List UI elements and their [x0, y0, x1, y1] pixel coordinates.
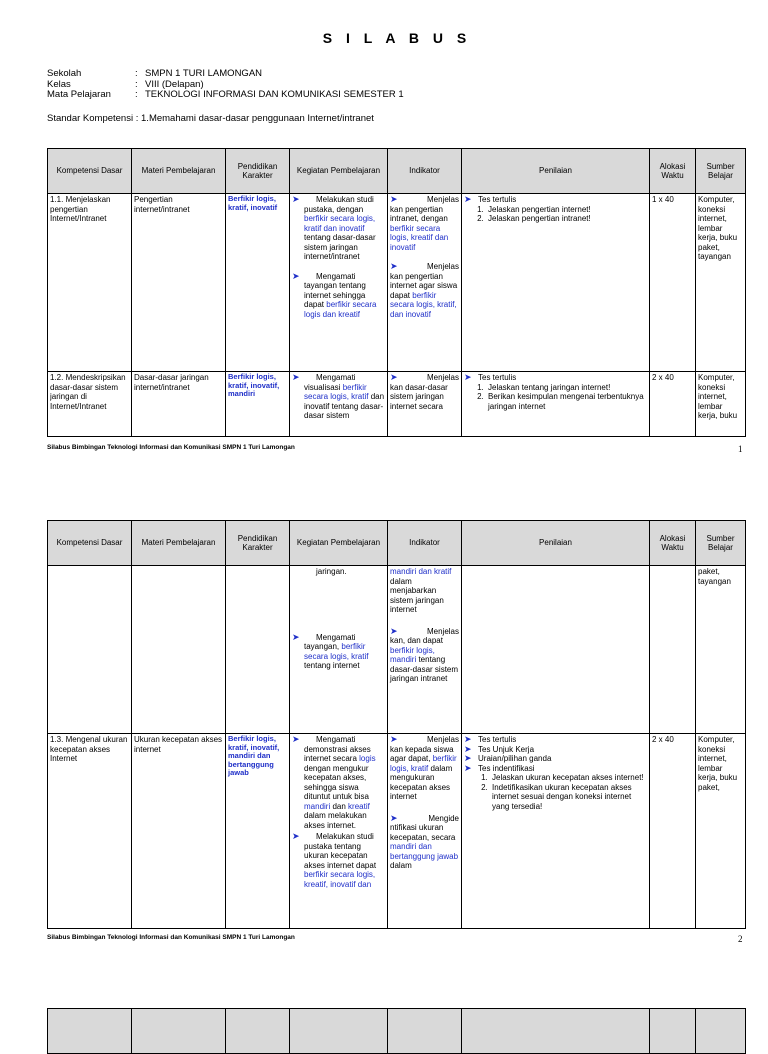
page-number: 1: [738, 444, 743, 454]
arrowhead-bullet-icon: ➤: [292, 194, 300, 204]
penilaian-type: Tes tertulis: [478, 373, 517, 382]
kegiatan-text: dan inovatif tentang dasar-dasar sistem: [304, 392, 385, 420]
materi-cell: Pengertian internet/intranet: [132, 194, 226, 372]
penilaian-list: [464, 205, 647, 224]
sekolah-label: Sekolah: [47, 68, 82, 79]
arrowhead-bullet-icon: ➤: [390, 261, 398, 271]
col-alokasi: Alokasi Waktu: [650, 149, 696, 194]
arrowhead-bullet-icon: ➤: [464, 734, 472, 744]
kegiatan-text: dalam melakukan akses internet.: [304, 811, 367, 830]
indikator-text: dalam menjabarkan sistem jaringan internet: [390, 576, 444, 614]
list-item: [292, 735, 385, 830]
document-title: S I L A B U S: [322, 30, 472, 46]
header-cell: [290, 1009, 388, 1054]
karakter-highlight: berfikir secara logis, kreatif dan inovatif: [390, 223, 449, 252]
header-cell: [226, 1009, 290, 1054]
karakter-highlight: mandiri dan kratif: [390, 567, 452, 576]
list-item: 1. Jelaskan pengertian internet!: [486, 205, 647, 215]
col-kegiatan: Kegiatan Pembelajaran: [290, 521, 388, 566]
col-penilaian: Penilaian: [462, 149, 650, 194]
kegiatan-text: Mengamati visualisasi: [304, 373, 356, 392]
col-kegiatan: Kegiatan Pembelajaran: [290, 149, 388, 194]
col-kompetensi: Kompetensi Dasar: [48, 521, 132, 566]
mapel-label: Mata Pelajaran: [47, 89, 111, 100]
sumber-cell: [696, 372, 746, 437]
kelas-value: VIII (Delapan): [145, 78, 204, 90]
alokasi-cell: [650, 372, 696, 437]
standar-value: 1.Memahami dasar-dasar penggunaan Internet/intranet: [141, 113, 374, 124]
indikator-text: kan kepada siswa agar dapat,: [390, 744, 454, 763]
list-item: [292, 373, 385, 421]
kegiatan-text: Mengamati tayangan tentang internet sehingga dapat: [304, 271, 366, 309]
karakter-highlight: berfikir secara logis, kratif: [304, 382, 369, 401]
arrowhead-bullet-icon: ➤: [292, 831, 300, 841]
page-number: 2: [738, 934, 743, 944]
arrowhead-bullet-icon: ➤: [292, 373, 300, 382]
alokasi-cell: [650, 566, 696, 734]
kegiatan-text: jaringan.: [316, 567, 347, 576]
arrowhead-bullet-icon: ➤: [390, 625, 398, 636]
kegiatan-cell: [290, 194, 388, 372]
document-page-1: [0, 0, 768, 470]
arrowhead-bullet-icon: ➤: [292, 735, 300, 744]
kegiatan-text: tentang internet: [304, 661, 360, 670]
karakter-highlight: berfikir secara logis, kreatif, inovatif dan: [304, 870, 376, 889]
sumber-text: Komputer, koneksi internet, lembar kerja, buku: [698, 373, 738, 420]
kompetensi-cell: [48, 566, 132, 734]
col-materi: Materi Pembelajaran: [132, 149, 226, 194]
alokasi-cell: 2 x 40: [650, 734, 696, 929]
indikator-lead: Mengide: [428, 813, 459, 823]
karakter-text: Berfikir logis, kratif, inovatif, mandiri: [228, 373, 280, 398]
list-item: [390, 373, 459, 383]
table-row: [48, 566, 746, 734]
penilaian-cell: [462, 734, 650, 929]
list-item: [390, 627, 459, 637]
indikator-lead: Menjelas: [426, 626, 459, 636]
karakter-highlight: berfikir secara logis, kratif dan inovatif: [304, 214, 376, 233]
arrowhead-bullet-icon: ➤: [464, 743, 472, 754]
silabus-table-page-2: [47, 520, 746, 929]
list-item: 2. Jelaskan pengertian intranet!: [486, 214, 647, 224]
colon: :: [135, 89, 138, 100]
table-header-row: [48, 521, 746, 566]
kompetensi-cell: 1.3. Mengenal ukuran kecepatan akses Internet: [48, 734, 132, 929]
kegiatan-text: Melakukan studi pustaka, dengan: [304, 195, 374, 214]
table-header-row: [48, 1009, 746, 1054]
kegiatan-text: Mengamati demonstrasi akses internet secara: [304, 735, 371, 763]
table-row: [48, 734, 746, 929]
indikator-lead: Menjelas: [426, 735, 459, 744]
indikator-cell: [388, 372, 462, 437]
indikator-cell: [388, 734, 462, 929]
karakter-highlight: berfikir logis, kratif: [390, 754, 457, 773]
arrowhead-bullet-icon: ➤: [390, 812, 398, 823]
list-item: [390, 814, 459, 824]
list-item: 1. Jelaskan tentang jaringan internet!: [486, 383, 647, 393]
alokasi-text: 2 x 40: [652, 373, 674, 382]
sekolah-value: SMPN 1 TURI LAMONGAN: [145, 68, 263, 79]
list-item: 2. Berikan kesimpulan mengenai terbentuknya jaringan internet: [486, 392, 647, 411]
document-page-2: [0, 470, 768, 960]
karakter-highlight: mandiri: [304, 801, 331, 811]
materi-cell: [132, 372, 226, 437]
standar-label: Standar Kompetensi: [47, 113, 134, 124]
sumber-cell: Komputer, koneksi internet, lembar kerja, buku paket, tayangan: [696, 194, 746, 372]
list-item: [390, 262, 459, 272]
header-cell: [388, 1009, 462, 1054]
karakter-cell: [226, 566, 290, 734]
table-row: [48, 372, 746, 437]
karakter-highlight: logis: [359, 754, 376, 763]
karakter-highlight: berfikir secara logis dan kreatif: [304, 300, 377, 319]
penilaian-list: [464, 383, 647, 412]
indikator-text: kan, dan dapat: [390, 636, 443, 645]
indikator-lead: Menjelas: [426, 195, 459, 204]
col-karakter: Pendidikan Karakter: [226, 149, 290, 194]
arrowhead-bullet-icon: ➤: [390, 373, 398, 382]
silabus-table-page-3: [47, 1008, 746, 1054]
col-materi: Materi Pembelajaran: [132, 521, 226, 566]
kegiatan-text: tentang dasar-dasar sistem jaringan internet/intranet: [304, 233, 376, 261]
indikator-cell: [388, 566, 462, 734]
col-penilaian: Penilaian: [462, 521, 650, 566]
karakter-cell: Berfikir logis, kratif, inovatif, mandiri dan bertanggung jawab: [226, 734, 290, 929]
kompetensi-text: 1.2. Mendeskripsikan dasar-dasar sistem jaringan di Internet/Intranet: [50, 373, 126, 411]
list-item: [292, 832, 385, 889]
karakter-highlight: berfikir secara logis, kratif: [304, 642, 369, 661]
col-sumber: Sumber Belajar: [696, 521, 746, 566]
penilaian-type: Tes tertulis: [478, 195, 517, 204]
page-footer: Silabus Bimbingan Teknologi Informasi dan Komunikasi SMPN 1 Turi Lamongan: [47, 934, 295, 941]
list-item: [292, 272, 385, 320]
indikator-text: ntifikasi ukuran kecepatan, secara: [390, 823, 456, 842]
karakter-highlight: berfikir logis, mandiri: [390, 645, 435, 664]
standar-kompetensi: [47, 113, 374, 124]
karakter-highlight: kreatif: [348, 801, 370, 811]
karakter-cell: [226, 372, 290, 437]
kompetensi-cell: [48, 372, 132, 437]
indikator-text: kan pengertian internet agar siswa dapat: [390, 271, 458, 300]
school-info: [47, 69, 404, 101]
materi-cell: Ukuran kecepatan akses internet: [132, 734, 226, 929]
penilaian-type: Uraian/pilihan ganda: [478, 754, 552, 763]
arrowhead-bullet-icon: ➤: [292, 631, 300, 642]
kegiatan-text: dan: [330, 801, 349, 811]
materi-cell: [132, 566, 226, 734]
silabus-table-page-1: [47, 148, 746, 437]
arrowhead-bullet-icon: ➤: [464, 194, 472, 204]
sumber-cell: paket, tayangan: [696, 566, 746, 734]
kegiatan-text: dengan mengukur kecepatan akses, sehingga siswa dituntut untuk bisa: [304, 763, 369, 801]
header-cell: [48, 1009, 132, 1054]
arrowhead-bullet-icon: ➤: [464, 753, 472, 763]
penilaian-cell: [462, 372, 650, 437]
mapel-value: TEKNOLOGI INFORMASI DAN KOMUNIKASI SEMESTER 1: [145, 89, 404, 100]
col-sumber: Sumber Belajar: [696, 149, 746, 194]
header-cell: [462, 1009, 650, 1054]
arrowhead-bullet-icon: ➤: [464, 373, 472, 382]
penilaian-type: Tes tertulis: [478, 735, 517, 744]
col-indikator: Indikator: [388, 149, 462, 194]
arrowhead-bullet-icon: ➤: [390, 194, 398, 204]
header-cell: [696, 1009, 746, 1054]
document-page-3: [0, 960, 768, 1024]
list-item: [292, 195, 385, 262]
indikator-lead: Menjelas: [426, 373, 459, 382]
page-footer: Silabus Bimbingan Teknologi Informasi dan Komunikasi SMPN 1 Turi Lamongan: [47, 444, 295, 451]
indikator-lead: Menjelas: [426, 262, 459, 271]
header-cell: [650, 1009, 696, 1054]
indikator-cell: [388, 194, 462, 372]
kelas-label: Kelas: [47, 78, 71, 90]
colon: :: [135, 113, 139, 124]
penilaian-cell: [462, 194, 650, 372]
kompetensi-cell: 1.1. Menjelaskan pengertian Internet/Intranet: [48, 194, 132, 372]
karakter-highlight: mandiri dan bertanggung jawab: [390, 842, 459, 861]
col-indikator: Indikator: [388, 521, 462, 566]
indikator-text: tentang dasar-dasar sistem jaringan intranet: [390, 655, 459, 683]
colon: :: [135, 78, 138, 90]
kegiatan-cell: [290, 372, 388, 437]
indikator-text: kan pengertian intranet, dengan: [390, 204, 448, 223]
colon: :: [135, 68, 138, 79]
karakter-cell: Berfikir logis, kratif, inovatif: [226, 194, 290, 372]
sumber-cell: Komputer, koneksi internet, lembar kerja, buku paket,: [696, 734, 746, 929]
col-alokasi: Alokasi Waktu: [650, 521, 696, 566]
kegiatan-cell: [290, 734, 388, 929]
karakter-highlight: berfikir secara logis, kratif, dan inovatif: [390, 290, 457, 319]
list-item: [390, 735, 459, 745]
list-item: [292, 633, 385, 671]
list-item: 2. Indetifikasikan ukuran kecepatan akses internet sesuai dengan koneksi internet yang tersedia!: [490, 783, 647, 812]
list-item: 1. Jelaskan ukuran kecepatan akses internet!: [490, 773, 647, 783]
indikator-text: kan dasar-dasar sistem jaringan internet secara: [390, 382, 448, 411]
alokasi-cell: 1 x 40: [650, 194, 696, 372]
kegiatan-text: Melakukan studi pustaka tentang ukuran kecepatan akses internet dapat: [304, 832, 377, 870]
penilaian-type: Tes indentifikasi: [478, 763, 535, 773]
table-row: [48, 194, 746, 372]
arrowhead-bullet-icon: ➤: [292, 270, 300, 281]
arrowhead-bullet-icon: ➤: [464, 762, 472, 773]
col-karakter: Pendidikan Karakter: [226, 521, 290, 566]
indikator-text: dalam: [390, 861, 412, 870]
penilaian-list: [464, 773, 647, 811]
indikator-text: dalam mengukuran kecepatan akses internet: [390, 763, 453, 801]
materi-text: Dasar-dasar jaringan internet/intranet: [134, 373, 209, 392]
table-header-row: [48, 149, 746, 194]
penilaian-cell: [462, 566, 650, 734]
col-kompetensi: Kompetensi Dasar: [48, 149, 132, 194]
penilaian-type: Tes Unjuk Kerja: [478, 744, 535, 754]
kegiatan-text: Mengamati tayangan,: [304, 632, 356, 651]
arrowhead-bullet-icon: ➤: [390, 735, 398, 744]
header-cell: [132, 1009, 226, 1054]
list-item: [390, 195, 459, 205]
kegiatan-cell: [290, 566, 388, 734]
